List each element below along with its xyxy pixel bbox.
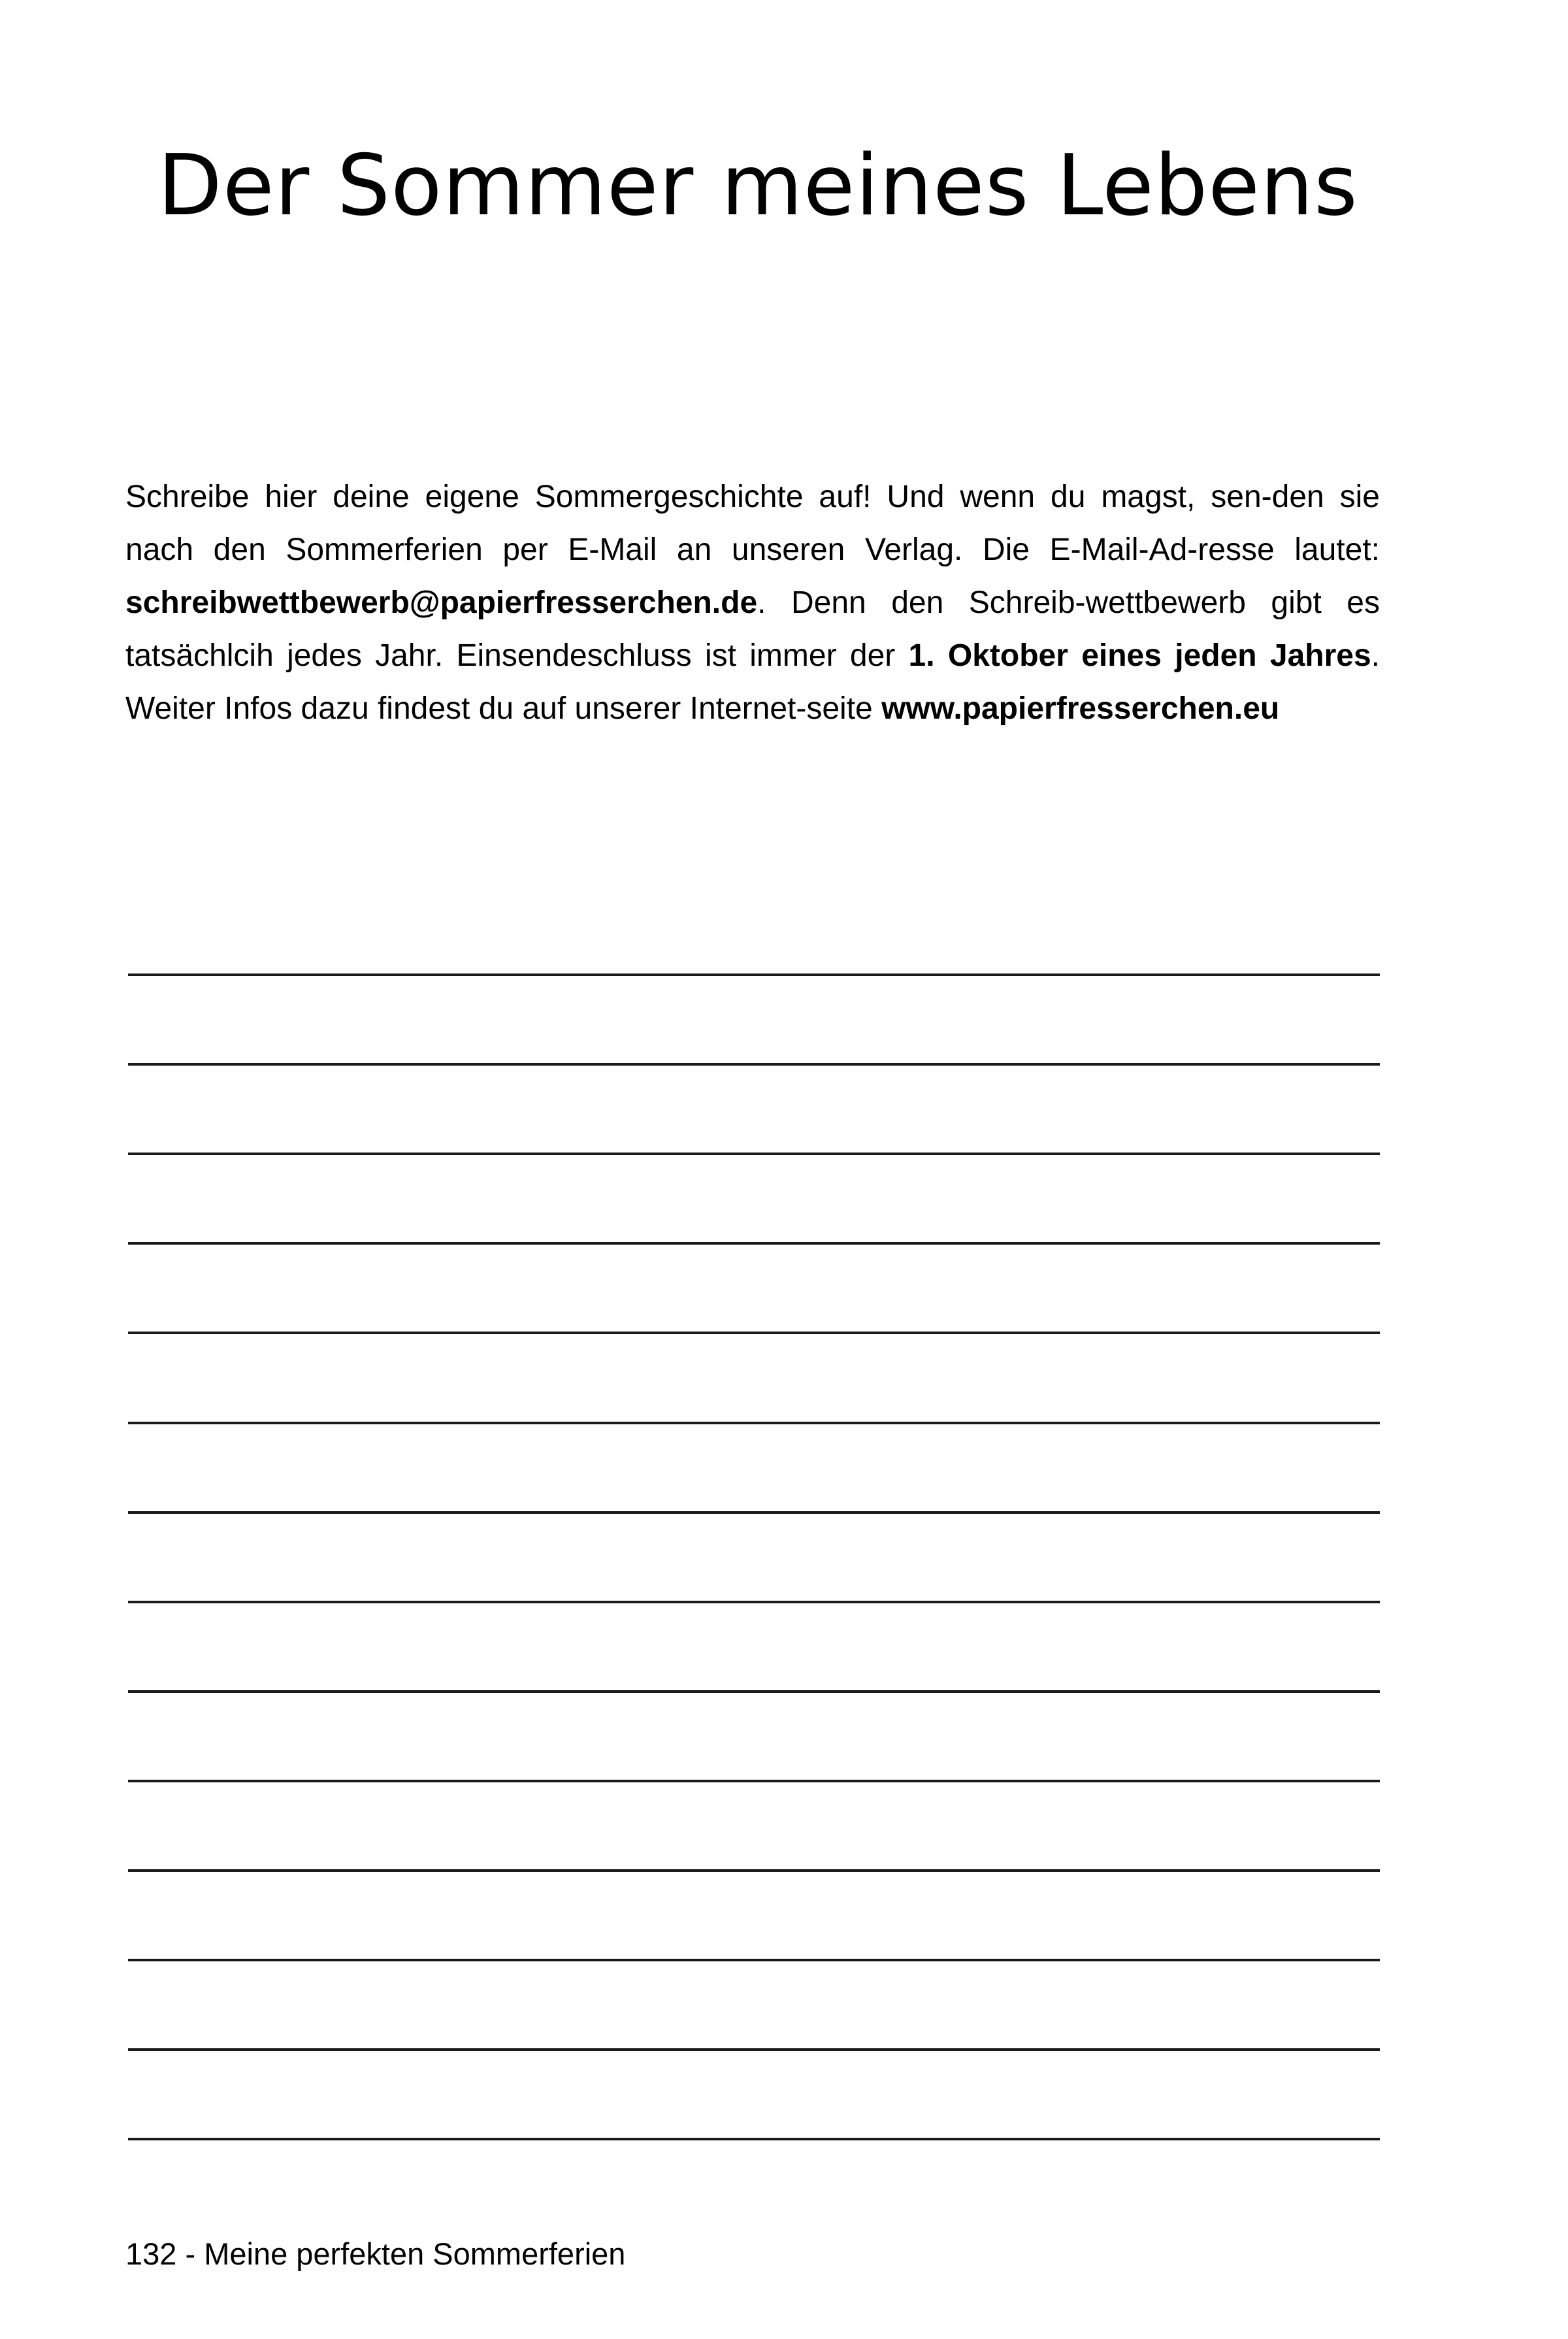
writing-line [128, 973, 1380, 976]
writing-line [128, 2048, 1380, 2051]
writing-line [128, 1332, 1380, 1334]
publisher-website: www.papierfresserchen.eu [881, 691, 1280, 726]
intro-text-2: . Denn den Schreib-wettbewerb gibt es tatsächlcih jedes Jahr. Einsendeschluss ist immer der [125, 585, 1380, 673]
page-title: Der Sommer meines Lebens [157, 137, 1358, 235]
writing-line [128, 1780, 1380, 1782]
writing-line [128, 1690, 1380, 1693]
page-footer [125, 2234, 625, 2274]
book-title: Meine perfekten Sommerferien [204, 2236, 626, 2271]
writing-line [128, 1601, 1380, 1603]
writing-line [128, 1153, 1380, 1155]
writing-lines [128, 973, 1380, 2150]
writing-line [128, 1959, 1380, 1961]
contest-email: schreibwettbewerb@papierfresserchen.de [125, 585, 758, 620]
writing-line [128, 2138, 1380, 2140]
writing-line [128, 1063, 1380, 1066]
page-number: 132 [125, 2236, 177, 2271]
deadline-date: 1. Oktober eines jeden Jahres [908, 638, 1371, 673]
writing-line [128, 1242, 1380, 1245]
intro-text-3: . Weiter Infos dazu findest du auf unserer Internet-seite [125, 638, 1380, 726]
footer-separator: - [176, 2236, 204, 2271]
intro-paragraph [125, 470, 1380, 735]
writing-line [128, 1869, 1380, 1872]
writing-line [128, 1422, 1380, 1424]
writing-line [128, 1511, 1380, 1514]
intro-text-1: Schreibe hier deine eigene Sommergeschichte auf! Und wenn du magst, sen-den sie nach den Sommerferien per E-Mail an unseren Verlag. Die E-Mail-Ad-resse lautet: [125, 480, 1380, 567]
